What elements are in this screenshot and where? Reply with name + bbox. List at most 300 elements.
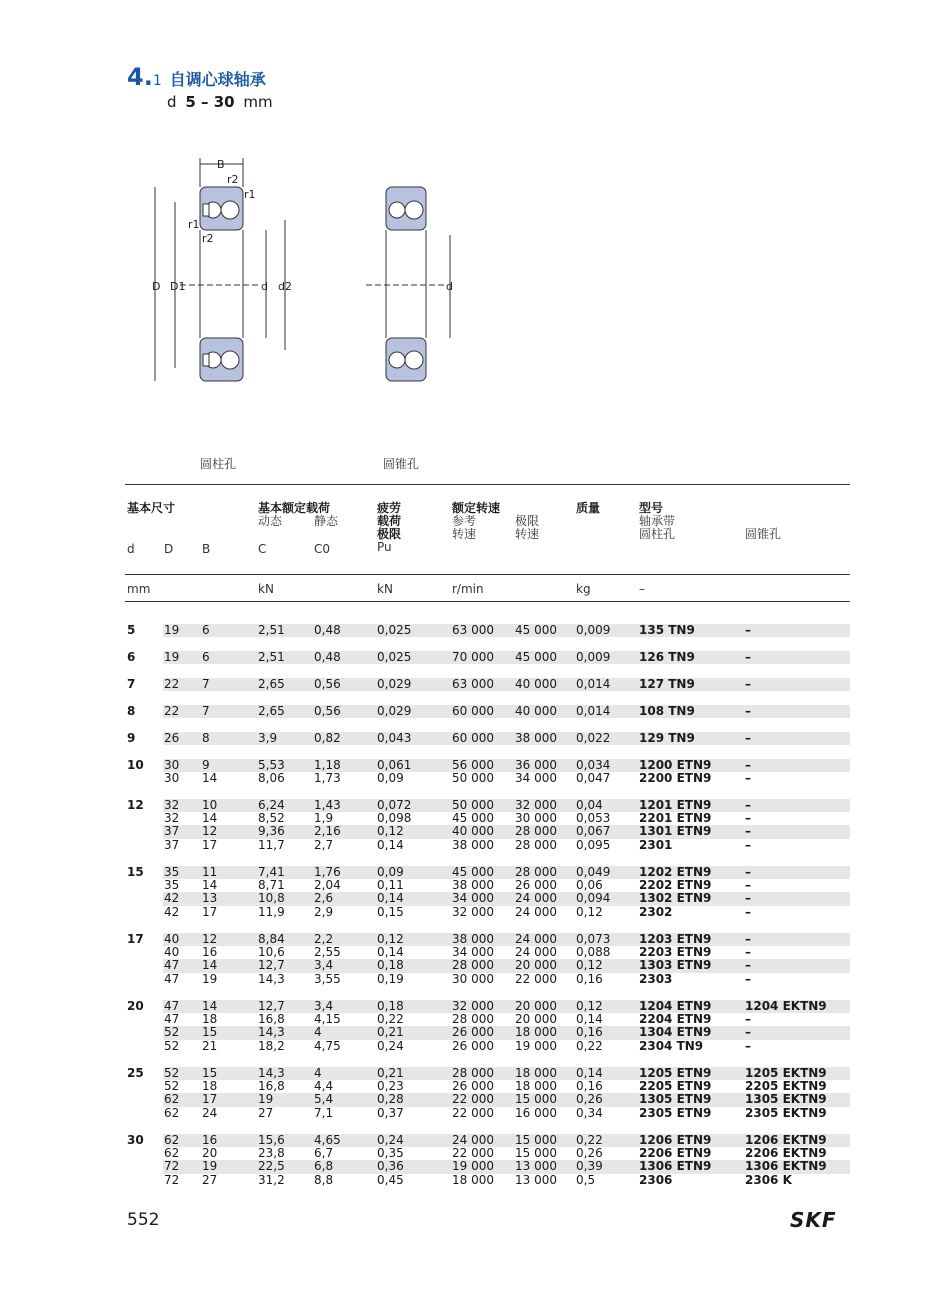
cell-cyl: 1206 ETN9 bbox=[639, 1132, 712, 1147]
range-unit: mm bbox=[243, 93, 273, 111]
cell-pu: 0,21 bbox=[377, 1065, 404, 1080]
cell-ref: 60 000 bbox=[452, 703, 494, 718]
sym-d: d bbox=[127, 542, 135, 556]
cell-b: 15 bbox=[202, 1025, 218, 1040]
cell-tap: – bbox=[745, 770, 751, 785]
cell-d: 25 bbox=[127, 1065, 144, 1080]
cell-b: 21 bbox=[202, 1038, 218, 1053]
cell-d: 32 bbox=[164, 797, 180, 812]
hdr-dynamic: 动态 bbox=[258, 514, 283, 528]
cell-c0: 4 bbox=[314, 1025, 322, 1040]
cell-ref: 56 000 bbox=[452, 757, 494, 772]
label-r1-left: r1 bbox=[188, 218, 200, 231]
cell-m: 0,12 bbox=[576, 998, 603, 1013]
hdr-bearing-with-2: 圆柱孔 bbox=[639, 527, 676, 541]
cell-b: 9 bbox=[202, 757, 210, 772]
caption-cylindrical: 圆柱孔 bbox=[200, 457, 237, 471]
cell-b: 14 bbox=[202, 877, 218, 892]
cell-c0: 3,55 bbox=[314, 971, 341, 986]
cell-b: 18 bbox=[202, 1078, 218, 1093]
cell-ref: 22 000 bbox=[452, 1092, 494, 1107]
cell-lim: 40 000 bbox=[515, 703, 557, 718]
cell-c: 12,7 bbox=[258, 958, 285, 973]
cell-m: 0,049 bbox=[576, 864, 611, 879]
cell-pu: 0,24 bbox=[377, 1038, 404, 1053]
cell-tap: 1205 EKTN9 bbox=[745, 1065, 827, 1080]
table-row bbox=[125, 879, 850, 892]
cell-ref: 26 000 bbox=[452, 1038, 494, 1053]
cell-c0: 2,04 bbox=[314, 877, 341, 892]
cell-pu: 0,029 bbox=[377, 676, 412, 691]
cell-b: 17 bbox=[202, 904, 218, 919]
cell-lim: 13 000 bbox=[515, 1159, 557, 1174]
cell-pu: 0,061 bbox=[377, 757, 412, 772]
cell-pu: 0,12 bbox=[377, 931, 404, 946]
cell-pu: 0,22 bbox=[377, 1011, 404, 1026]
cell-c: 23,8 bbox=[258, 1145, 285, 1160]
cell-lim: 15 000 bbox=[515, 1132, 557, 1147]
cell-pu: 0,025 bbox=[377, 622, 412, 637]
table-row bbox=[125, 1013, 850, 1026]
cell-d: 35 bbox=[164, 864, 180, 879]
cell-d: 52 bbox=[164, 1078, 180, 1093]
cell-pu: 0,24 bbox=[377, 1132, 404, 1147]
table-row bbox=[125, 1067, 850, 1080]
cell-tap: – bbox=[745, 824, 751, 839]
cell-ref: 40 000 bbox=[452, 824, 494, 839]
cell-d: 30 bbox=[164, 757, 180, 772]
cell-c: 15,6 bbox=[258, 1132, 285, 1147]
cell-c0: 4,15 bbox=[314, 1011, 341, 1026]
cell-lim: 20 000 bbox=[515, 998, 557, 1013]
cell-lim: 24 000 bbox=[515, 944, 557, 959]
bearing-drawings bbox=[140, 150, 470, 400]
cell-c: 3,9 bbox=[258, 730, 278, 745]
cell-c0: 4 bbox=[314, 1065, 322, 1080]
cell-tap: – bbox=[745, 1038, 751, 1053]
cell-d: 15 bbox=[127, 864, 144, 879]
table-row bbox=[125, 759, 850, 772]
sym-D: D bbox=[164, 542, 174, 556]
unit-rmin: r/min bbox=[452, 582, 484, 596]
table-row bbox=[125, 772, 850, 785]
cell-pu: 0,37 bbox=[377, 1105, 404, 1120]
cell-lim: 45 000 bbox=[515, 649, 557, 664]
cell-ref: 34 000 bbox=[452, 944, 494, 959]
cell-d: 62 bbox=[164, 1092, 180, 1107]
cell-d: 30 bbox=[164, 770, 180, 785]
cell-m: 0,16 bbox=[576, 1025, 603, 1040]
cell-tap: – bbox=[745, 676, 751, 691]
cell-d: 6 bbox=[127, 649, 136, 664]
cell-cyl: 1204 ETN9 bbox=[639, 998, 712, 1013]
cell-m: 0,06 bbox=[576, 877, 603, 892]
cell-lim: 24 000 bbox=[515, 904, 557, 919]
cell-b: 14 bbox=[202, 810, 218, 825]
cell-b: 11 bbox=[202, 864, 218, 879]
cell-tap: – bbox=[745, 649, 751, 664]
cell-c0: 2,9 bbox=[314, 904, 334, 919]
cell-m: 0,14 bbox=[576, 1065, 603, 1080]
cell-ref: 24 000 bbox=[452, 1132, 494, 1147]
cell-pu: 0,14 bbox=[377, 837, 404, 852]
cell-ref: 19 000 bbox=[452, 1159, 494, 1174]
cell-pu: 0,36 bbox=[377, 1159, 404, 1174]
table-row bbox=[125, 678, 850, 691]
table-row bbox=[125, 1134, 850, 1147]
cell-b: 10 bbox=[202, 797, 218, 812]
cell-d: 72 bbox=[164, 1172, 180, 1187]
cell-ref: 38 000 bbox=[452, 877, 494, 892]
cell-pu: 0,18 bbox=[377, 958, 404, 973]
cell-m: 0,067 bbox=[576, 824, 611, 839]
cell-m: 0,04 bbox=[576, 797, 603, 812]
cell-tap: 1305 EKTN9 bbox=[745, 1092, 827, 1107]
cell-c: 5,53 bbox=[258, 757, 285, 772]
hdr-fatigue-1: 疲劳 bbox=[377, 501, 402, 515]
cell-c: 2,65 bbox=[258, 703, 285, 718]
label-r2-left: r2 bbox=[202, 232, 214, 245]
cell-c: 10,6 bbox=[258, 944, 285, 959]
cell-cyl: 2304 TN9 bbox=[639, 1038, 704, 1053]
unit-mm: mm bbox=[127, 582, 151, 596]
cell-cyl: 1306 ETN9 bbox=[639, 1159, 712, 1174]
table-rule-top bbox=[125, 484, 850, 485]
cell-d: 40 bbox=[164, 944, 180, 959]
cell-lim: 18 000 bbox=[515, 1065, 557, 1080]
sym-C0: C0 bbox=[314, 542, 331, 556]
cell-m: 0,014 bbox=[576, 703, 611, 718]
table-row bbox=[125, 892, 850, 905]
cell-d: 42 bbox=[164, 904, 180, 919]
hdr-fatigue-2: 载荷 bbox=[377, 514, 402, 528]
cell-lim: 13 000 bbox=[515, 1172, 557, 1187]
cell-ref: 26 000 bbox=[452, 1078, 494, 1093]
cell-ref: 22 000 bbox=[452, 1145, 494, 1160]
cell-ref: 63 000 bbox=[452, 676, 494, 691]
cell-m: 0,034 bbox=[576, 757, 611, 772]
cell-lim: 15 000 bbox=[515, 1145, 557, 1160]
cell-d: 19 bbox=[164, 622, 180, 637]
unit-kN-fatigue: kN bbox=[377, 582, 393, 596]
cell-lim: 22 000 bbox=[515, 971, 557, 986]
cell-tap: 2205 EKTN9 bbox=[745, 1078, 827, 1093]
range-prefix: d bbox=[167, 93, 177, 111]
cell-c0: 0,56 bbox=[314, 676, 341, 691]
cell-ref: 28 000 bbox=[452, 1065, 494, 1080]
table-row bbox=[125, 1000, 850, 1013]
cell-tap: – bbox=[745, 944, 751, 959]
cell-c0: 7,1 bbox=[314, 1105, 334, 1120]
cell-m: 0,088 bbox=[576, 944, 611, 959]
cell-c0: 3,4 bbox=[314, 958, 334, 973]
cell-c: 9,36 bbox=[258, 824, 285, 839]
hdr-ref-1: 参考 bbox=[452, 514, 477, 528]
table-row bbox=[125, 1107, 850, 1120]
cell-pu: 0,09 bbox=[377, 864, 404, 879]
cell-d: 52 bbox=[164, 1065, 180, 1080]
cell-d: 62 bbox=[164, 1132, 180, 1147]
cell-c0: 2,7 bbox=[314, 837, 334, 852]
cell-pu: 0,14 bbox=[377, 944, 404, 959]
cell-tap: – bbox=[745, 877, 751, 892]
cell-d: 32 bbox=[164, 810, 180, 825]
cell-c: 14,3 bbox=[258, 1065, 285, 1080]
table-row bbox=[125, 933, 850, 946]
label-r2-top: r2 bbox=[227, 173, 239, 186]
cell-tap: 1306 EKTN9 bbox=[745, 1159, 827, 1174]
table-row bbox=[125, 624, 850, 637]
cell-m: 0,34 bbox=[576, 1105, 603, 1120]
table-row bbox=[125, 946, 850, 959]
cell-m: 0,014 bbox=[576, 676, 611, 691]
cell-b: 6 bbox=[202, 622, 210, 637]
size-range bbox=[167, 93, 273, 111]
cell-c0: 2,16 bbox=[314, 824, 341, 839]
cell-c0: 2,2 bbox=[314, 931, 334, 946]
cell-d: 10 bbox=[127, 757, 144, 772]
cell-lim: 40 000 bbox=[515, 676, 557, 691]
cell-m: 0,094 bbox=[576, 891, 611, 906]
cell-c: 10,8 bbox=[258, 891, 285, 906]
cell-lim: 45 000 bbox=[515, 622, 557, 637]
cell-pu: 0,11 bbox=[377, 877, 404, 892]
cell-d: 30 bbox=[127, 1132, 144, 1147]
cell-c0: 6,8 bbox=[314, 1159, 334, 1174]
cell-ref: 26 000 bbox=[452, 1025, 494, 1040]
cell-b: 17 bbox=[202, 1092, 218, 1107]
cell-b: 20 bbox=[202, 1145, 218, 1160]
cell-pu: 0,45 bbox=[377, 1172, 404, 1187]
cell-cyl: 2200 ETN9 bbox=[639, 770, 712, 785]
cell-lim: 38 000 bbox=[515, 730, 557, 745]
cell-ref: 28 000 bbox=[452, 958, 494, 973]
cell-m: 0,047 bbox=[576, 770, 611, 785]
cell-cyl: 1205 ETN9 bbox=[639, 1065, 712, 1080]
cell-c0: 0,48 bbox=[314, 622, 341, 637]
cell-d: 22 bbox=[164, 703, 180, 718]
table-row bbox=[125, 1080, 850, 1093]
cell-pu: 0,28 bbox=[377, 1092, 404, 1107]
cell-ref: 50 000 bbox=[452, 797, 494, 812]
cell-cyl: 108 TN9 bbox=[639, 703, 695, 718]
cell-d: 62 bbox=[164, 1145, 180, 1160]
cell-lim: 20 000 bbox=[515, 958, 557, 973]
cell-tap: – bbox=[745, 931, 751, 946]
cell-d: 47 bbox=[164, 958, 180, 973]
cell-pu: 0,19 bbox=[377, 971, 404, 986]
cell-lim: 16 000 bbox=[515, 1105, 557, 1120]
cell-d: 42 bbox=[164, 891, 180, 906]
cell-lim: 24 000 bbox=[515, 931, 557, 946]
cell-cyl: 2202 ETN9 bbox=[639, 877, 712, 892]
cell-c0: 3,4 bbox=[314, 998, 334, 1013]
cell-pu: 0,15 bbox=[377, 904, 404, 919]
cell-tap: 2305 EKTN9 bbox=[745, 1105, 827, 1120]
table-row bbox=[125, 839, 850, 852]
cell-cyl: 135 TN9 bbox=[639, 622, 695, 637]
cell-m: 0,009 bbox=[576, 622, 611, 637]
cell-c: 7,41 bbox=[258, 864, 285, 879]
cell-b: 19 bbox=[202, 1159, 218, 1174]
table-row bbox=[125, 1160, 850, 1173]
cell-b: 19 bbox=[202, 971, 218, 986]
cell-d: 47 bbox=[164, 998, 180, 1013]
table-row bbox=[125, 812, 850, 825]
cell-lim: 15 000 bbox=[515, 1092, 557, 1107]
cell-c0: 0,48 bbox=[314, 649, 341, 664]
cell-m: 0,26 bbox=[576, 1092, 603, 1107]
cell-ref: 60 000 bbox=[452, 730, 494, 745]
hdr-lim-2: 转速 bbox=[515, 527, 540, 541]
cell-c: 8,84 bbox=[258, 931, 285, 946]
cell-cyl: 2206 ETN9 bbox=[639, 1145, 712, 1160]
table-row bbox=[125, 973, 850, 986]
cell-tap: – bbox=[745, 958, 751, 973]
section-subnumber: 1 bbox=[152, 73, 162, 89]
cell-c: 2,51 bbox=[258, 649, 285, 664]
cell-cyl: 2303 bbox=[639, 971, 673, 986]
cell-m: 0,39 bbox=[576, 1159, 603, 1174]
hdr-lim-1: 极限 bbox=[515, 514, 540, 528]
cell-lim: 32 000 bbox=[515, 797, 557, 812]
cell-m: 0,073 bbox=[576, 931, 611, 946]
cell-cyl: 2203 ETN9 bbox=[639, 944, 712, 959]
page-title: 自调心球轴承 bbox=[169, 70, 266, 89]
cell-lim: 28 000 bbox=[515, 824, 557, 839]
cell-m: 0,053 bbox=[576, 810, 611, 825]
cell-tap: – bbox=[745, 703, 751, 718]
cell-d: 37 bbox=[164, 837, 180, 852]
cell-d: 47 bbox=[164, 971, 180, 986]
table-row bbox=[125, 959, 850, 972]
cell-b: 6 bbox=[202, 649, 210, 664]
cell-c0: 8,8 bbox=[314, 1172, 334, 1187]
cell-tap: – bbox=[745, 971, 751, 986]
label-r1-top: r1 bbox=[244, 188, 256, 201]
brand-logo: SKF bbox=[790, 1208, 837, 1232]
cell-d: 22 bbox=[164, 676, 180, 691]
cell-lim: 28 000 bbox=[515, 864, 557, 879]
cell-c0: 2,55 bbox=[314, 944, 341, 959]
cell-d: 26 bbox=[164, 730, 180, 745]
cell-tap: – bbox=[745, 757, 751, 772]
cell-lim: 34 000 bbox=[515, 770, 557, 785]
cell-d: 19 bbox=[164, 649, 180, 664]
table-row bbox=[125, 799, 850, 812]
cell-lim: 18 000 bbox=[515, 1078, 557, 1093]
cell-c0: 4,65 bbox=[314, 1132, 341, 1147]
sym-Pu: Pu bbox=[377, 540, 392, 554]
cell-c0: 4,75 bbox=[314, 1038, 341, 1053]
cell-ref: 45 000 bbox=[452, 864, 494, 879]
hdr-designation: 型号 bbox=[639, 501, 664, 515]
label-B: B bbox=[217, 158, 225, 171]
cell-ref: 70 000 bbox=[452, 649, 494, 664]
cell-ref: 34 000 bbox=[452, 891, 494, 906]
cell-c0: 6,7 bbox=[314, 1145, 334, 1160]
cell-b: 16 bbox=[202, 944, 218, 959]
section-number: 4. bbox=[127, 63, 153, 91]
cell-cyl: 127 TN9 bbox=[639, 676, 695, 691]
cell-d: 62 bbox=[164, 1105, 180, 1120]
cell-ref: 63 000 bbox=[452, 622, 494, 637]
cell-pu: 0,029 bbox=[377, 703, 412, 718]
cell-ref: 38 000 bbox=[452, 931, 494, 946]
cell-cyl: 1201 ETN9 bbox=[639, 797, 712, 812]
cell-d: 5 bbox=[127, 622, 136, 637]
cell-c: 31,2 bbox=[258, 1172, 285, 1187]
cell-d: 20 bbox=[127, 998, 144, 1013]
cell-lim: 28 000 bbox=[515, 837, 557, 852]
table-row bbox=[125, 866, 850, 879]
cell-lim: 24 000 bbox=[515, 891, 557, 906]
hdr-static: 静态 bbox=[314, 514, 339, 528]
cell-b: 7 bbox=[202, 676, 210, 691]
cell-cyl: 1305 ETN9 bbox=[639, 1092, 712, 1107]
cell-c: 16,8 bbox=[258, 1078, 285, 1093]
cell-cyl: 2201 ETN9 bbox=[639, 810, 712, 825]
cell-pu: 0,098 bbox=[377, 810, 412, 825]
cell-m: 0,12 bbox=[576, 904, 603, 919]
cell-tap: – bbox=[745, 837, 751, 852]
cell-c: 8,06 bbox=[258, 770, 285, 785]
cell-c: 2,65 bbox=[258, 676, 285, 691]
table-row bbox=[125, 1040, 850, 1053]
cell-c: 27 bbox=[258, 1105, 274, 1120]
cell-c: 14,3 bbox=[258, 971, 285, 986]
table-row bbox=[125, 732, 850, 745]
cell-b: 7 bbox=[202, 703, 210, 718]
cell-tap: – bbox=[745, 622, 751, 637]
cell-cyl: 2204 ETN9 bbox=[639, 1011, 712, 1026]
cell-cyl: 1302 ETN9 bbox=[639, 891, 712, 906]
cell-m: 0,16 bbox=[576, 1078, 603, 1093]
hdr-fatigue-3: 极限 bbox=[377, 527, 402, 541]
cell-cyl: 1202 ETN9 bbox=[639, 864, 712, 879]
cell-b: 18 bbox=[202, 1011, 218, 1026]
cell-d: 72 bbox=[164, 1159, 180, 1174]
cell-m: 0,14 bbox=[576, 1011, 603, 1026]
table-row bbox=[125, 705, 850, 718]
cell-c0: 0,82 bbox=[314, 730, 341, 745]
page-number: 552 bbox=[127, 1210, 160, 1230]
cell-lim: 18 000 bbox=[515, 1025, 557, 1040]
unit-kN: kN bbox=[258, 582, 274, 596]
unit-kg: kg bbox=[576, 582, 591, 596]
cell-c: 12,7 bbox=[258, 998, 285, 1013]
cell-c0: 5,4 bbox=[314, 1092, 334, 1107]
cell-cyl: 2306 bbox=[639, 1172, 673, 1187]
cell-pu: 0,025 bbox=[377, 649, 412, 664]
cell-c0: 0,56 bbox=[314, 703, 341, 718]
cell-b: 14 bbox=[202, 770, 218, 785]
cell-c: 14,3 bbox=[258, 1025, 285, 1040]
cell-pu: 0,072 bbox=[377, 797, 412, 812]
cell-cyl: 1304 ETN9 bbox=[639, 1025, 712, 1040]
cell-d: 9 bbox=[127, 730, 136, 745]
cell-pu: 0,21 bbox=[377, 1025, 404, 1040]
tapered-bore-drawing bbox=[366, 187, 453, 381]
title-line bbox=[127, 63, 273, 91]
cell-lim: 20 000 bbox=[515, 1011, 557, 1026]
cell-cyl: 2205 ETN9 bbox=[639, 1078, 712, 1093]
label-d-tapered: d bbox=[446, 280, 453, 293]
cell-c: 8,52 bbox=[258, 810, 285, 825]
hdr-basic-dims: 基本尺寸 bbox=[127, 501, 176, 515]
cell-d: 40 bbox=[164, 931, 180, 946]
cell-b: 24 bbox=[202, 1105, 218, 1120]
